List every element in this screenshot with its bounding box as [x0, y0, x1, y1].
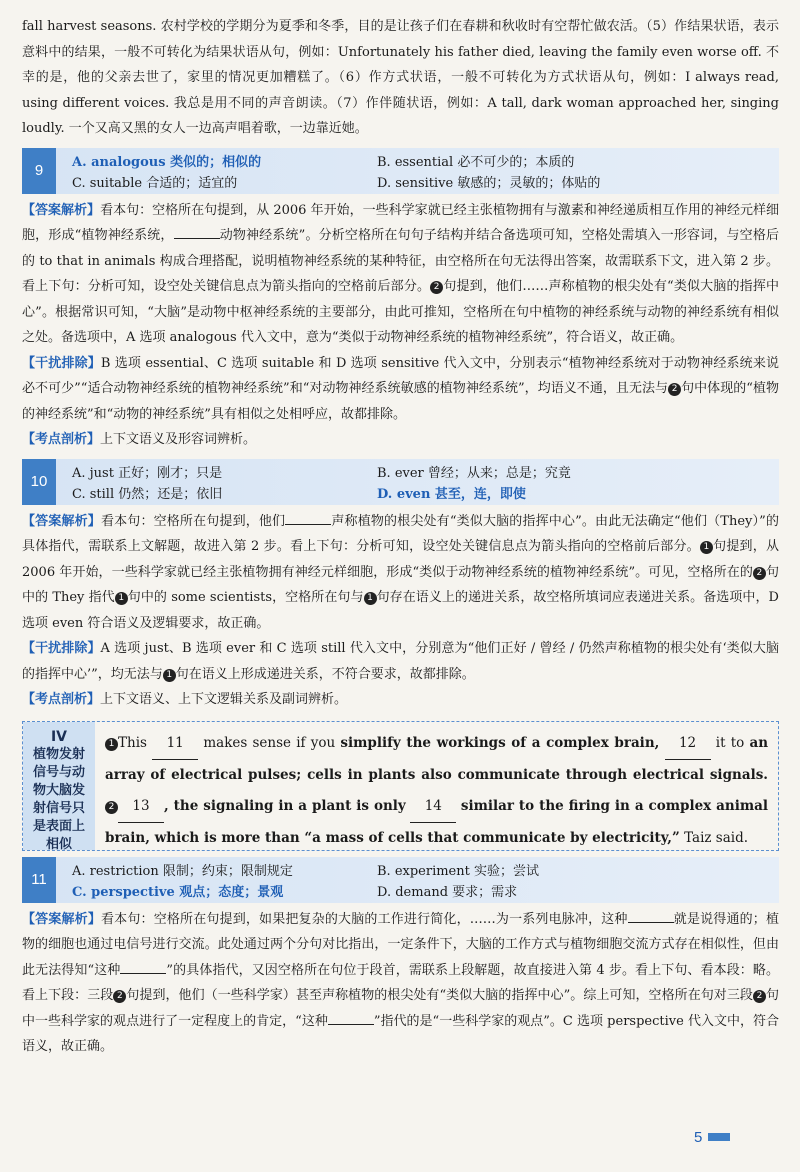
text: B 选项 essential、C 选项 suitable 和 D 选项 sensitive 代入文中，分别表示“植物神经系统对于动物神经系统来说必不可少”“适合动物神经系统的植物神经系统”和“对动物神经系统敏感的植物神经系统”，均语义不通，且无法与 [22, 355, 779, 396]
text: 句中的 They 指代 [22, 564, 779, 605]
passage-section-iv [22, 721, 779, 851]
option-a: A. just 正好；刚才；只是 [72, 465, 223, 481]
question-number: 10 [22, 459, 56, 505]
circle-number: 2 [753, 990, 766, 1003]
section-sidebar [23, 722, 95, 850]
answer-analysis-10 [22, 509, 779, 637]
option-c: C. perspective 观点；态度；景观 [72, 884, 284, 900]
option-d: D. sensitive 敏感的；灵敏的；体贴的 [377, 175, 601, 191]
key-point-9 [22, 427, 779, 453]
text: simplify the workings of a complex brain, [340, 734, 660, 751]
text: 句存在语义上的递进关系，故空格所填词应表递进关系。备选项中，D 选项 even 符合语义及逻辑要求，故正确。 [22, 590, 779, 631]
option-c: C. still 仍然；还是；依旧 [72, 486, 223, 502]
blank [328, 1024, 374, 1025]
circle-number: 1 [364, 592, 377, 605]
intro-paragraph: fall harvest seasons. 农村学校的学期分为夏季和冬季，目的是让孩子们在春耕和秋收时有空帮忙做农活。（5）作结果状语，表示意料中的结果，一般不可转化为结果状语从句，例如：Unfortunately his father died, leaving the family even worse off. 不幸的是，他的父亲去世了，家里的情况更加糟糕了。（6）作方式状语，一般不可转化为方式状语从句，例如：I always read, using different voices. 我总是用不同的声音朗读。（7）作伴随状语，例如：A tall, dark woman approached her, singing loudly. 一个又高又黑的女人一边高声唱着歌，一边靠近她。 [22, 19, 779, 136]
text: 看本句：空格所在句提到，如果把复杂的大脑的工作进行简化，……为一系列电脉冲，这种 [101, 911, 628, 927]
section-summary: 植物发射信号与动物大脑发射信号只是表面上相似 [32, 746, 85, 852]
text: 上下文语义及形容词辨析。 [100, 432, 257, 447]
option-a: A. analogous 类似的；相似的 [72, 154, 262, 170]
text: 句中一些科学家的观点进行了一定程度上的肯定，“这种 [22, 988, 779, 1029]
label: 【答案解析】 [22, 513, 101, 529]
circle-number: 2 [753, 567, 766, 580]
option-b: B. essential 必不可少的；本质的 [377, 154, 575, 170]
text: similar to the firing in a complex animal brain, which is more than “a mass of cells that communicate by electricity,” [105, 797, 769, 846]
passage-text [95, 722, 778, 850]
text: makes sense if you [203, 734, 336, 751]
text: 句在语义上形成递进关系，不符合要求，故都排除。 [175, 666, 475, 682]
label: 【考点剖析】 [22, 692, 101, 707]
label: 【干扰排除】 [22, 355, 101, 371]
page-arrow-icon [708, 1133, 730, 1141]
blank [285, 524, 331, 525]
page-number: 5 [694, 1129, 703, 1146]
section-roman: IV [50, 728, 68, 745]
answer-analysis-9 [22, 198, 779, 351]
blank-12: 12 [665, 728, 711, 760]
option-b: B. ever 曾经；从来；总是；究竟 [377, 465, 571, 481]
text: ”的具体指代，又因空格所在句位于段首，需联系上段解题，故直接进入第 4 步。看上下句、看本段：略。看上下段：三段 [22, 962, 779, 1003]
text: 就是说得通的；植物的细胞也通过电信号进行交流。此处通过两个分句对比指出，一定条件下，大脑的工作方式与植物细胞交流方式存在相似性，但由此无法得知“这种 [22, 911, 779, 978]
circle-number: 1 [105, 738, 118, 751]
label: 【答案解析】 [22, 202, 101, 218]
text: 句提到，从 2006 年开始，一些科学家就已经主张植物拥有神经元样细胞，形成“类似于动物神经系统的植物神经系统”。可见，空格所在的 [22, 539, 779, 580]
text: A 选项 just、B 选项 ever 和 C 选项 still 代入文中，分别意为“他们正好 / 曾经 / 仍然声称植物的根尖处有‘类似大脑的指挥中心’”，均无法与 [22, 641, 779, 682]
circle-number: 1 [163, 669, 176, 682]
page [22, 14, 779, 1060]
question-10-options [22, 459, 779, 505]
question-11-options [22, 857, 779, 903]
text: 声称植物的根尖处有“类似大脑的指挥中心”。由此无法确定“他们（They）”的具体指代，需联系上文解题，故进入第 2 步。看上下句：分析可知，设空处关键信息点为箭头指向的空格前后部分。 [22, 513, 779, 554]
text: 句提到，他们……声称植物的根尖处有“类似大脑的指挥中心”。根据常识可知，“大脑”是动物中枢神经系统的主要部分，由此可推知，空格所在句中植物的神经系统与动物的神经系统有相似之处。备选项中，A 选项 analogous 代入文中，意为“类似于动物神经系统的植物神经系统”，符合语义，故正确。 [22, 279, 779, 345]
interference-10 [22, 636, 779, 687]
text: 句提到，他们（一些科学家）甚至声称植物的根尖处有“类似大脑的指挥中心”。综上可知，空格所在句对三段 [126, 988, 753, 1003]
blank [174, 238, 220, 239]
text: This [118, 734, 147, 751]
key-point-10 [22, 687, 779, 713]
option-c: C. suitable 合适的；适宜的 [72, 175, 238, 191]
label: 【答案解析】 [22, 911, 102, 927]
option-a: A. restriction 限制；约束；限制规定 [72, 863, 293, 879]
text: 句中的 some scientists，空格所在句与 [127, 590, 364, 605]
blank-13: 13 [118, 791, 164, 823]
question-number: 9 [22, 148, 56, 194]
text: 动物神经系统”。分析空格所在句句子结构并结合备选项可知，空格处需填入一形容词，与空格后的 to that in animals 构成合理搭配，说明植物神经系统的某种特征，由空格所在句无法得出答案，故需联系下文，进入第 2 步。看上下句：分析可知，设空处关键信息点为箭头指向的空格前后部分。 [22, 228, 779, 294]
circle-number: 2 [430, 281, 443, 294]
label: 【考点剖析】 [22, 432, 101, 447]
circle-number: 1 [700, 541, 713, 554]
circle-number: 2 [105, 801, 118, 814]
blank-14: 14 [410, 791, 456, 823]
blank [628, 922, 674, 923]
question-number: 11 [22, 857, 56, 903]
blank [120, 973, 166, 974]
text: 看本句：空格所在句提到，从 2006 年开始，一些科学家就已经主张植物拥有与激素和神经递质相互作用的神经元样细胞，形成“植物神经系统， [22, 202, 779, 243]
text: ”指代的是“一些科学家的观点”。C 选项 perspective 代入文中，符合语义，故正确。 [22, 1013, 779, 1054]
text: 上下文语义、上下文逻辑关系及副词辨析。 [100, 692, 348, 707]
circle-number: 2 [113, 990, 126, 1003]
text: an array of electrical pulses; cells in plants also communicate through electrical signals. [105, 734, 769, 783]
text: 句中体现的“植物的神经系统”和“动物的神经系统”具有相似之处相呼应，故都排除。 [22, 381, 779, 422]
label: 【干扰排除】 [22, 641, 101, 656]
option-d: D. demand 要求；需求 [377, 884, 518, 900]
question-9-options [22, 148, 779, 194]
answer-analysis-11 [22, 907, 779, 1060]
circle-number: 2 [668, 383, 681, 396]
option-b: B. experiment 实验；尝试 [377, 863, 539, 879]
blank-11: 11 [152, 728, 198, 760]
option-d: D. even 甚至，连，即使 [377, 486, 526, 502]
text: , the signaling in a plant is only [164, 797, 406, 814]
circle-number: 1 [115, 592, 128, 605]
text: 看本句：空格所在句提到，他们 [100, 513, 286, 529]
text: it to [715, 734, 745, 751]
interference-9 [22, 351, 779, 428]
text: Taiz said. [684, 829, 749, 846]
